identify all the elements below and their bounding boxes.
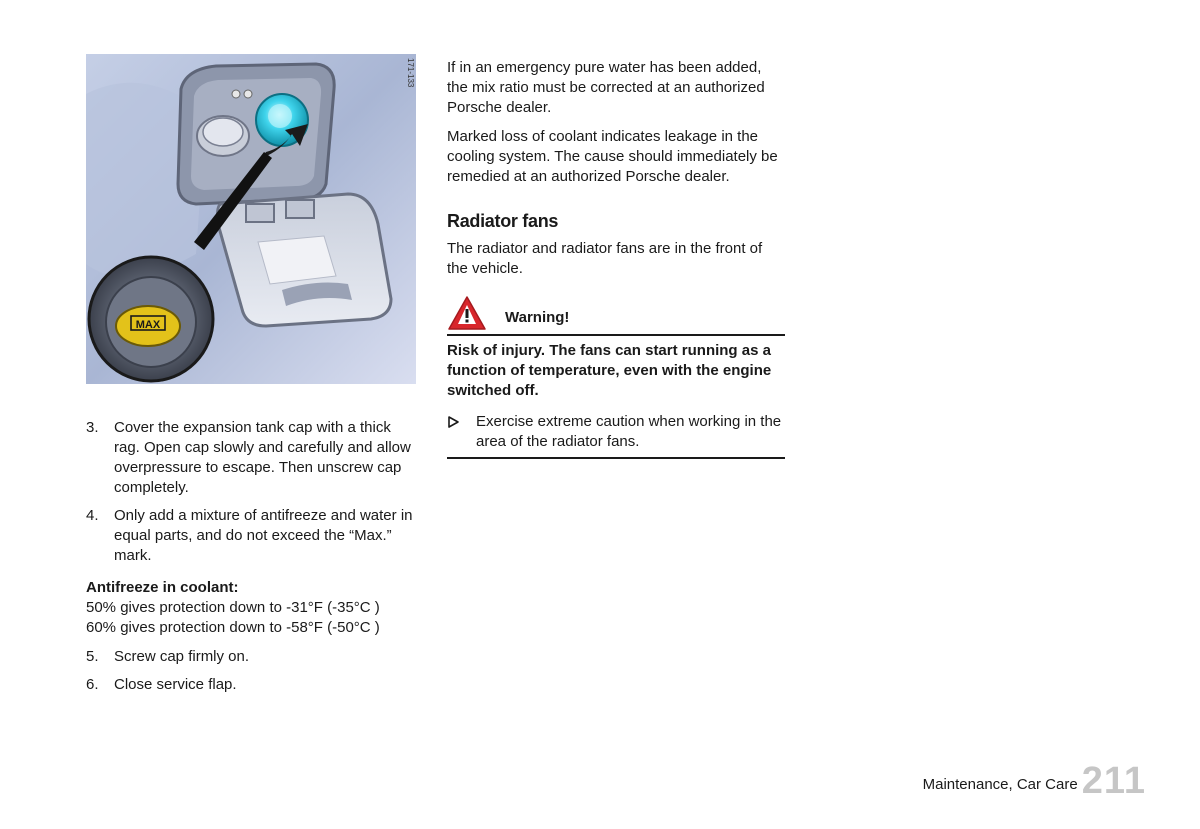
step-3 (86, 418, 416, 498)
paragraph-water-mix: If in an emergency pure water has been added, the mix ratio must be corrected at an authorized Porsche dealer. (447, 59, 765, 116)
step-number: 6. (86, 676, 99, 693)
step-4 (86, 506, 416, 566)
section-text: The radiator and radiator fans are in the front of the vehicle. (447, 240, 763, 277)
warning-triangle-icon (447, 295, 487, 331)
step-5 (86, 647, 416, 667)
antifreeze-line-60: 60% gives protection down to -58°F (-50°C ) (86, 619, 380, 636)
chapter-title: Maintenance, Car Care (922, 776, 1078, 793)
antifreeze-heading: Antifreeze in coolant: (86, 579, 239, 596)
warning-text: Risk of injury. The fans can start running as a function of temperature, even with the engine switched off. (447, 342, 772, 399)
bullet-text: Exercise extreme caution when working in the area of the radiator fans. (476, 413, 782, 450)
coolant-tank-illustration (86, 54, 416, 384)
illustration-svg (86, 54, 416, 384)
antifreeze-line-50: 50% gives protection down to -31°F (-35°C ) (86, 599, 380, 616)
left-column (86, 418, 416, 703)
step-text: Only add a mixture of antifreeze and water in equal parts, and do not exceed the “Max.” mark. (114, 507, 413, 564)
warning-end-divider (447, 457, 785, 459)
caution-bullet (447, 412, 785, 452)
figure-code: 171-133 (406, 58, 415, 88)
cap-max-label: MAX (135, 319, 161, 331)
section-title: Radiator fans (447, 211, 559, 231)
step-text: Cover the expansion tank cap with a thick rag. Open cap slowly and carefully and allow overpressure to escape. Then unscrew cap completely. (114, 419, 411, 496)
step-text: Screw cap firmly on. (114, 648, 250, 665)
paragraph-coolant-loss: Marked loss of coolant indicates leakage in the cooling system. The cause should immediately be remedied at an authorized Porsche dealer. (447, 128, 778, 185)
right-column (447, 58, 785, 459)
step-text: Close service flap. (114, 676, 237, 693)
warning-divider (447, 334, 785, 336)
page-footer (923, 762, 1146, 800)
step-number: 4. (86, 507, 99, 524)
step-6 (86, 675, 416, 695)
step-number: 3. (86, 419, 99, 436)
page-number: 211 (1081, 760, 1146, 802)
step-number: 5. (86, 648, 99, 665)
triangle-bullet-icon (447, 412, 461, 432)
warning-label: Warning! (505, 309, 570, 326)
warning-header (447, 293, 785, 333)
